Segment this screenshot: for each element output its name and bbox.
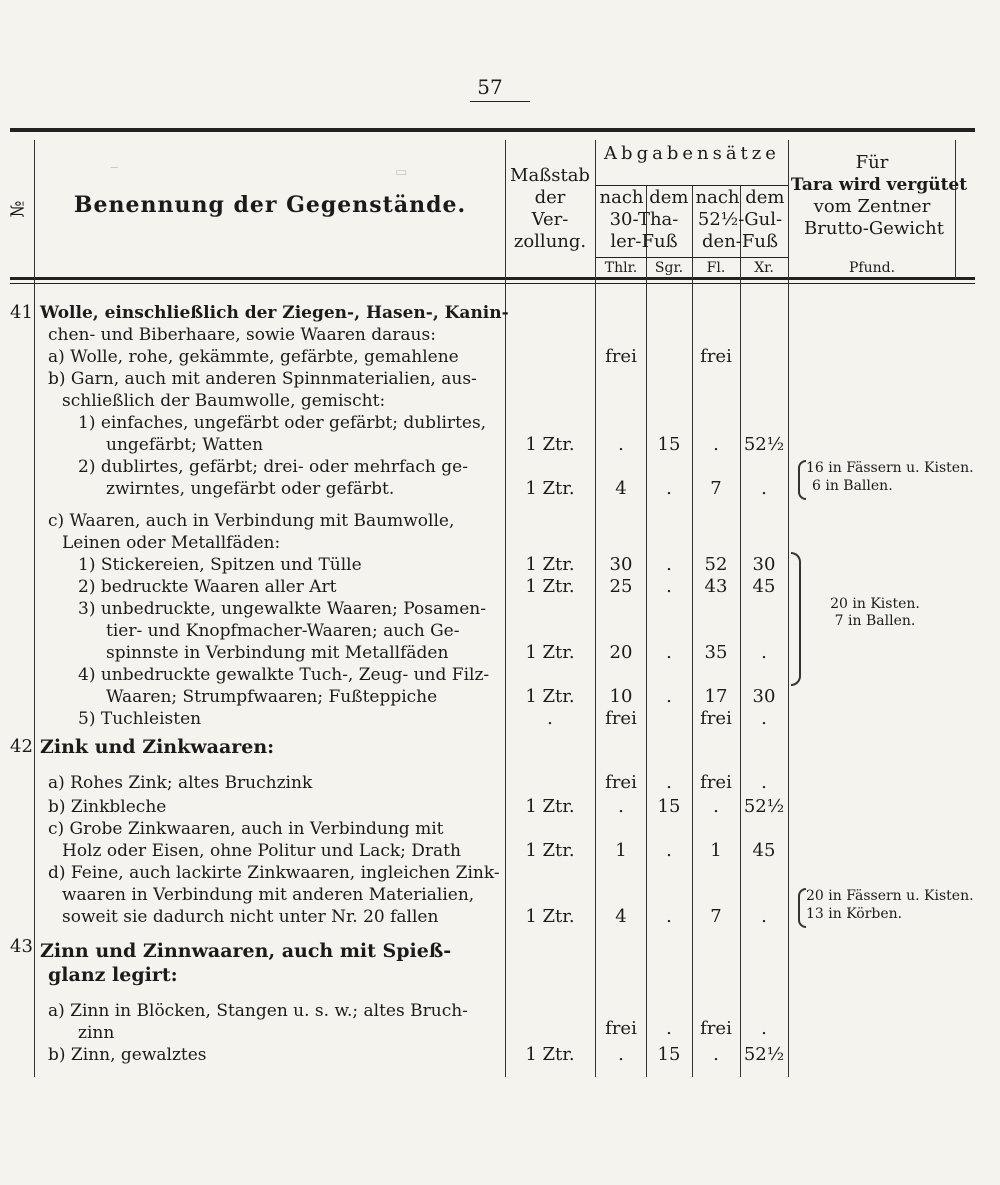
val-fl: 52 — [704, 554, 728, 575]
abgaben-rule — [595, 185, 788, 186]
val-sgr: . — [666, 576, 672, 597]
val-fl: frei — [700, 1018, 732, 1039]
header-massstab-1: Maßstab — [510, 165, 590, 186]
val-xr: 30 — [752, 554, 776, 575]
tara-zink-1: 20 in Fässern u. Kisten. — [806, 888, 974, 904]
header-nr: № — [7, 200, 29, 218]
desc-waaren-c3-2: tier- und Knopfmacher-Waaren; auch Ge- — [106, 621, 460, 641]
val-thlr: frei — [605, 708, 637, 729]
val-sgr: . — [666, 906, 672, 927]
val-xr: . — [761, 906, 767, 927]
header-bottom-rule — [10, 277, 975, 280]
tara-waaren-1: 20 in Kisten. — [830, 596, 920, 612]
val-unit: 1 Ztr. — [525, 554, 575, 575]
val-thlr: 4 — [615, 478, 627, 499]
val-thlr: 1 — [615, 840, 627, 861]
header-thaler-3: ler-Fuß — [610, 231, 678, 252]
val-sgr: . — [666, 554, 672, 575]
val-xr: . — [761, 708, 767, 729]
desc-zinn-a-2: zinn — [78, 1023, 115, 1043]
desc-wolle-1: Wolle, einschließlich der Ziegen-, Hasen-, Kanin- — [40, 303, 509, 323]
page-number: 57 — [477, 75, 503, 99]
val-unit: 1 Ztr. — [525, 478, 575, 499]
val-fl: . — [713, 1044, 719, 1065]
val-unit: 1 Ztr. — [525, 686, 575, 707]
desc-waaren-c1: 1) Stickereien, Spitzen und Tülle — [78, 555, 362, 575]
col-line-sgr — [692, 186, 693, 1077]
unit-thlr: Thlr. — [604, 260, 638, 276]
desc-zink-a: a) Rohes Zink; altes Bruchzink — [48, 773, 313, 793]
val-unit: 1 Ztr. — [525, 796, 575, 817]
desc-zink-d-1: d) Feine, auch lackirte Zinkwaaren, ingleichen Zink- — [48, 863, 500, 883]
header-massstab-2: der — [534, 187, 566, 208]
desc-zinn-title-2: glanz legirt: — [48, 964, 178, 986]
header-benennung: Benennung der Gegenstände. — [73, 192, 467, 218]
desc-waaren-1: c) Waaren, auch in Verbindung mit Baumwolle, — [48, 511, 455, 531]
val-xr: 52½ — [743, 434, 785, 455]
desc-zinn-title-1: Zinn und Zinnwaaren, auch mit Spieß- — [40, 940, 452, 962]
val-fl: . — [713, 434, 719, 455]
desc-waaren-c4-1: 4) unbedruckte gewalkte Tuch-, Zeug- und Filz- — [78, 665, 490, 685]
val-sgr: 15 — [657, 434, 681, 455]
val-xr: . — [761, 1018, 767, 1039]
header-abgabensaetze: Abgabensätze — [604, 143, 780, 164]
val-unit: 1 Ztr. — [525, 840, 575, 861]
desc-zink-c-2: Holz oder Eisen, ohne Politur und Lack; Drath — [62, 841, 461, 861]
desc-garn-1: b) Garn, auch mit anderen Spinnmaterialien, aus- — [48, 369, 477, 389]
val-xr: 45 — [752, 840, 776, 861]
val-thlr: . — [618, 1044, 624, 1065]
col-line-benennung — [505, 140, 506, 1077]
header-massstab-4: zollung. — [513, 231, 587, 252]
val-thlr: 20 — [609, 642, 633, 663]
val-xr: . — [761, 478, 767, 499]
val-fl: frei — [700, 346, 732, 367]
val-thlr: frei — [605, 1018, 637, 1039]
header-thaler-1: nach dem — [599, 187, 689, 208]
row-nr-42: 42 — [10, 736, 33, 757]
val-sgr: . — [666, 772, 672, 793]
units-rule — [595, 257, 788, 258]
val-xr: . — [761, 642, 767, 663]
col-line-thlr — [646, 186, 647, 1077]
val-fl: 43 — [704, 576, 728, 597]
header-massstab-3: Ver- — [531, 209, 569, 230]
val-thlr: 30 — [609, 554, 633, 575]
val-xr: 52½ — [743, 1044, 785, 1065]
header-bottom-rule-2 — [10, 283, 975, 284]
desc-zink-d-3: soweit sie dadurch nicht unter Nr. 20 fallen — [62, 907, 439, 927]
col-line-xr — [788, 140, 789, 1077]
val-thlr: . — [618, 434, 624, 455]
val-fl: 35 — [704, 642, 728, 663]
desc-waaren-c2: 2) bedruckte Waaren aller Art — [78, 577, 337, 597]
desc-zink-title: Zink und Zinkwaaren: — [40, 736, 275, 758]
desc-zink-d-2: waaren in Verbindung mit anderen Materialien, — [62, 885, 475, 905]
tara-brace-zink — [798, 888, 806, 928]
val-thlr: 4 — [615, 906, 627, 927]
val-sgr: . — [666, 478, 672, 499]
val-thlr: 10 — [609, 686, 633, 707]
header-tara-3: vom Zentner — [813, 196, 931, 217]
val-sgr: . — [666, 1018, 672, 1039]
val-unit: 1 Ztr. — [525, 1044, 575, 1065]
desc-zinn-a-1: a) Zinn in Blöcken, Stangen u. s. w.; altes Bruch- — [48, 1001, 468, 1021]
unit-pfund: Pfund. — [848, 260, 896, 276]
val-fl: 17 — [704, 686, 728, 707]
desc-waaren-c5: 5) Tuchleisten — [78, 709, 202, 729]
desc-garn-2-1: 2) dublirtes, gefärbt; drei- oder mehrfach ge- — [78, 457, 468, 477]
page-number-rule — [470, 101, 530, 102]
desc-zinn-b: b) Zinn, gewalztes — [48, 1045, 207, 1065]
val-unit: 1 Ztr. — [525, 906, 575, 927]
tara-garn-2: 6 in Ballen. — [812, 478, 893, 494]
row-nr-41: 41 — [10, 302, 33, 323]
desc-waaren-c3-3: spinnste in Verbindung mit Metallfäden — [106, 643, 449, 663]
desc-waaren-c3-1: 3) unbedruckte, ungewalkte Waaren; Posamen- — [78, 599, 486, 619]
bleed-through-mark: ▭ — [395, 165, 408, 180]
tara-waaren-2: 7 in Ballen. — [834, 613, 916, 629]
val-thlr: . — [618, 796, 624, 817]
row-nr-43: 43 — [10, 936, 33, 957]
desc-wolle-a: a) Wolle, rohe, gekämmte, gefärbte, gemahlene — [48, 347, 459, 367]
header-gulden-3: den-Fuß — [702, 231, 778, 252]
desc-garn-2: schließlich der Baumwolle, gemischt: — [62, 391, 386, 411]
val-xr: 52½ — [743, 796, 785, 817]
header-tara-2: Tara wird vergütet — [790, 175, 968, 195]
val-fl: 7 — [710, 478, 722, 499]
desc-garn-1-2: ungefärbt; Watten — [106, 435, 264, 455]
unit-sgr: Sgr. — [654, 260, 684, 276]
header-tara-4: Brutto-Gewicht — [804, 218, 944, 239]
val-xr: . — [761, 772, 767, 793]
tara-zink-2: 13 in Körben. — [806, 906, 903, 922]
val-thlr: frei — [605, 346, 637, 367]
col-line-massstab — [595, 140, 596, 1077]
header-thaler-2: 30-Tha- — [609, 209, 679, 230]
header-tara-1: Für — [855, 152, 889, 173]
val-fl: frei — [700, 708, 732, 729]
val-fl: . — [713, 796, 719, 817]
val-unit: 1 Ztr. — [525, 642, 575, 663]
val-sgr: . — [666, 686, 672, 707]
val-fl: 1 — [710, 840, 722, 861]
val-sgr: . — [666, 642, 672, 663]
header-top-rule — [10, 128, 975, 132]
desc-zink-b: b) Zinkbleche — [48, 797, 167, 817]
tara-brace-garn — [798, 460, 806, 500]
val-fl: 7 — [710, 906, 722, 927]
val-xr: 30 — [752, 686, 776, 707]
desc-zink-c-1: c) Grobe Zinkwaaren, auch in Verbindung mit — [48, 819, 444, 839]
desc-waaren-c4-2: Waaren; Strumpfwaaren; Fußteppiche — [106, 687, 438, 707]
val-xr: 45 — [752, 576, 776, 597]
desc-garn-1-1: 1) einfaches, ungefärbt oder gefärbt; dublirtes, — [78, 413, 487, 433]
header-gulden-2: 52½-Gul- — [697, 209, 783, 230]
val-thlr: frei — [605, 772, 637, 793]
val-thlr: 25 — [609, 576, 633, 597]
val-fl: frei — [700, 772, 732, 793]
val-unit: . — [547, 708, 553, 729]
header-gulden-1: nach dem — [695, 187, 785, 208]
col-line-fl — [740, 186, 741, 1077]
tara-garn-1: 16 in Fässern u. Kisten. — [806, 460, 974, 476]
val-unit: 1 Ztr. — [525, 434, 575, 455]
col-line-tara — [955, 140, 956, 280]
unit-fl: Fl. — [706, 260, 726, 276]
val-sgr: 15 — [657, 796, 681, 817]
val-sgr: . — [666, 840, 672, 861]
unit-xr: Xr. — [754, 260, 774, 276]
val-sgr: 15 — [657, 1044, 681, 1065]
desc-garn-2-2: zwirntes, ungefärbt oder gefärbt. — [106, 479, 395, 499]
desc-wolle-2: chen- und Biberhaare, sowie Waaren daraus: — [48, 325, 436, 345]
bleed-through-mark: ‒ — [110, 160, 119, 175]
col-line-nr — [34, 140, 35, 1077]
desc-waaren-2: Leinen oder Metallfäden: — [62, 533, 281, 553]
val-unit: 1 Ztr. — [525, 576, 575, 597]
